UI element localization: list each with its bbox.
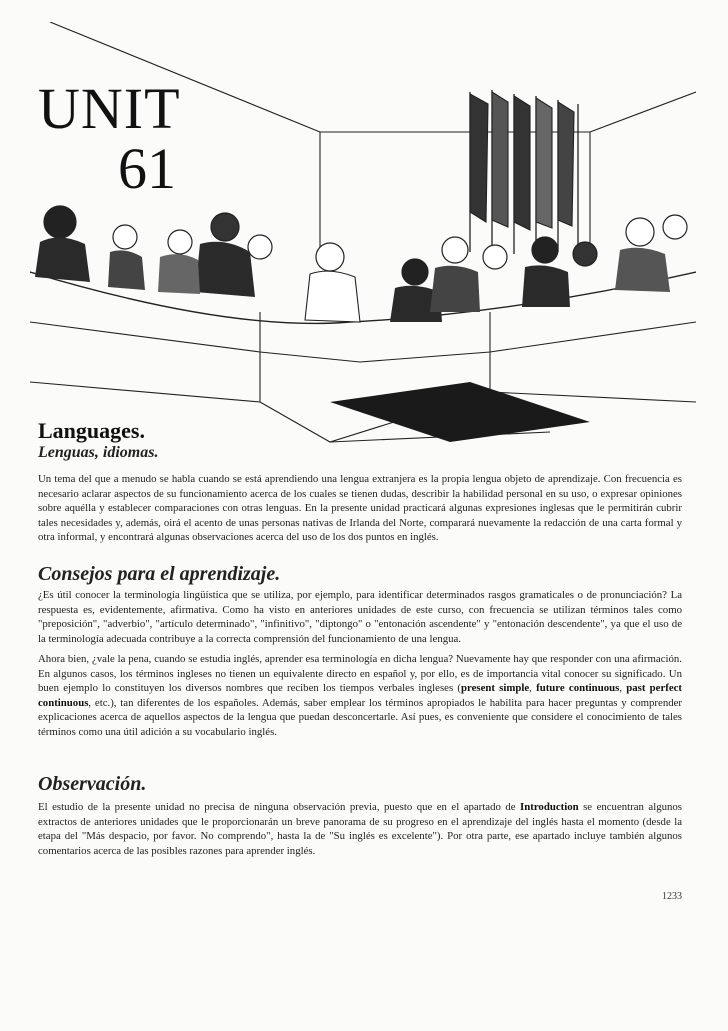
- consejos-paragraph-1: ¿Es útil conocer la terminología lingüística que se utiliza, por ejemplo, para identificar determinados rasgos gramaticales o de pronunciación? La respuesta es, evidentemente, afirmativa. Como ha visto en anteriores unidades de este curso, con frecuencia se utilizan términos tales como "preposición", "adverbio", "artículo determinado", "infinitivo", "diptongo" o "entonación ascendente" y "entonación descendente", ya que el uso de la terminología adecuada contribuye a la correcta comprensión del funcionamiento de una lengua.: [38, 589, 682, 645]
- page-title: Languages.: [38, 418, 145, 443]
- term-future-continuous: future continuous: [536, 682, 620, 695]
- section-heading-consejos: Consejos para el aprendizaje.: [38, 563, 281, 585]
- unit-number: 61: [118, 136, 176, 201]
- term-past-perfect-continuous: past perfect continuous: [38, 682, 683, 709]
- term-introduction: Introduction: [520, 801, 579, 813]
- unit-label: UNIT: [38, 76, 181, 141]
- observacion-paragraph: El estudio de la presente unidad no precisa de ninguna observación previa, puesto que en el apartado de Introduction se encuentran algunos extractos de anteriores unidades que le proporcionarán un breve panorama de su progreso en el aprendizaje del inglés hasta el momento (desde la etapa del "Más despacio, por favor. No comprendo", hasta la de "Su inglés es excelente"). Por otra parte, ese apartado incluye también algunos comentarios acerca de las posibles razones para aprender inglés.: [38, 801, 682, 857]
- section-heading-observacion: Observación.: [38, 773, 147, 795]
- page-subtitle: Lenguas, idiomas.: [38, 444, 159, 461]
- page-number: 1233: [662, 891, 682, 902]
- consejos-paragraph-2: Ahora bien, ¿vale la pena, cuando se estudia inglés, aprender esa terminología en dicha lengua? Nuevamente hay que responder con una afirmación. En algunos casos, los términos ingleses no tienen un equivalente directo en español y, por ello, es de importancia vital conocer su significado. Un buen ejemplo lo constituyen los diversos nombres que reciben los tiempos verbales ingleses (present simple, future continuous, past perfect continuous, etc.), tan diferentes de los españoles. Además, saber emplear los términos apropiados le habilita para hacer preguntas y comprender explicaciones acerca de aquellos aspectos de la lengua que puedan desconcertarle. Así pues, es conveniente que considere el conocimiento de tales términos como una útil adición a su vocabulario inglés.: [38, 653, 683, 738]
- intro-paragraph: Un tema del que a menudo se habla cuando se está aprendiendo una lengua extranjera es la propia lengua objeto de aprendizaje. Con frecuencia es necesario aclarar aspectos de su funcionamiento acerca de los cuales se tienen dudas, describir la habilidad personal en su uso, o expresar opiniones sobre aquélla y establecer comparaciones con otras lenguas. En la presente unidad practicará algunas expresiones inglesas que le permitirán cubrir tales necesidades y, además, oirá el acento de unas personas nativas de Irlanda del Norte, comparará nuevamente la redacción de una carta formal y otra informal, y encontrará algunas observaciones acerca del uso de los dos puntos en inglés.: [38, 473, 682, 544]
- term-present-simple: present simple: [460, 682, 530, 695]
